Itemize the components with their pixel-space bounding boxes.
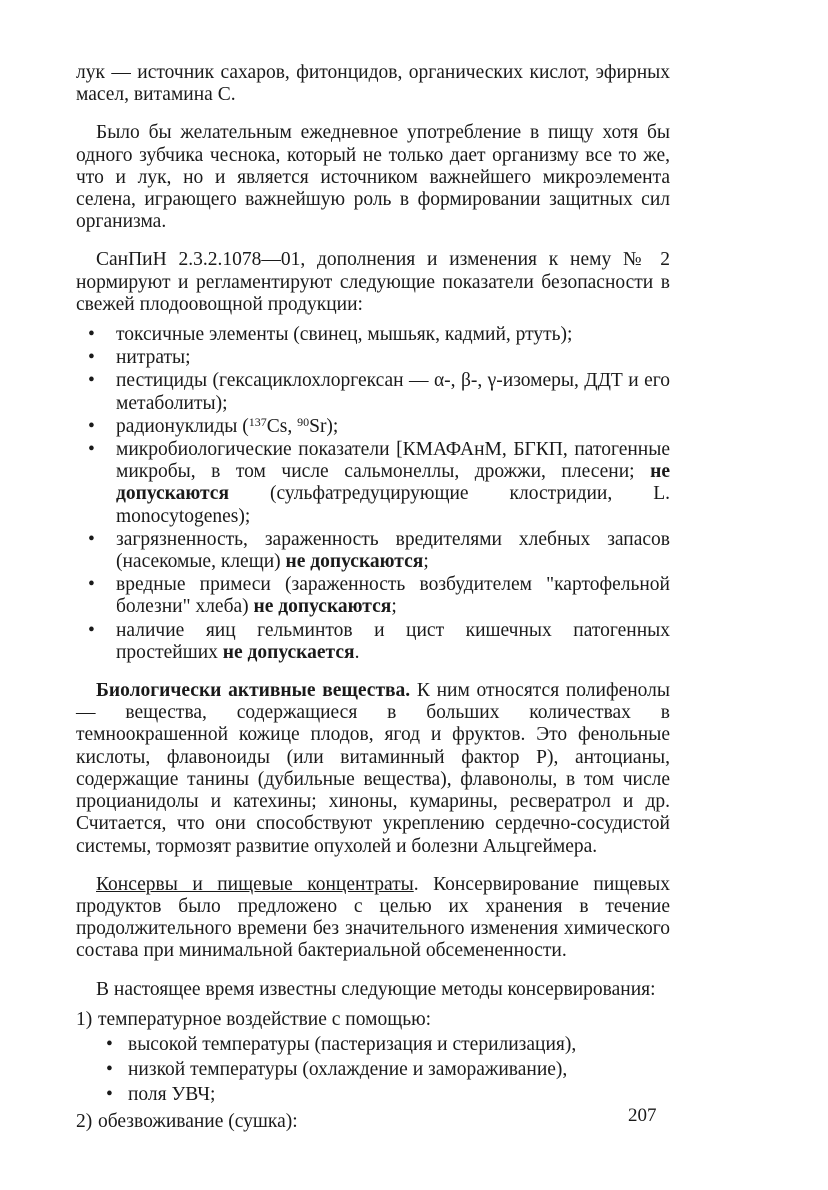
- list-number: 1): [76, 1008, 93, 1030]
- list-item-text: ;: [391, 596, 397, 618]
- paragraph-methods-intro: В настоящее время известны следующие методы консервирования:: [96, 978, 656, 1000]
- list-item-text: наличие яиц гельминтов и цист кишечных патогенных простейших: [116, 619, 670, 663]
- method-item-temperature: [76, 1009, 670, 1107]
- bold-text: не допускаются: [116, 461, 670, 505]
- bold-text: не допускаются: [285, 551, 424, 573]
- list-item-text: микробиологические показатели [КМАФАнМ, БГКП, патогенные микробы, в том числе сальмонеллы, дрожжи, плесени;: [116, 439, 670, 483]
- list-item-text: пестициды (гексациклохлоргексан — α-, β-, γ-изомеры, ДДТ и его метаболиты);: [116, 370, 670, 414]
- list-item-text: температурное воздействие с помощью:: [98, 1008, 432, 1030]
- paragraph-bioactive: [76, 680, 670, 858]
- list-item-text: (сульфатредуцирующие клостридии, L. monocytogenes);: [116, 483, 670, 527]
- superscript: 90: [297, 414, 310, 429]
- paragraph-text: К ним относятся полифенолы — вещества, содержащиеся в больших количествах в темноокрашенной кожице плодов, ягод и фруктов. Это фенольные кислоты, флавоноиды (или витаминный фактор Р), антоцианы, содержащие танины (дубильные вещества), флавонолы, в том числе процианидолы и катехины; хиноны, кумарины, ресвератрол и др. Считается, что они способствуют укреплению сердечно-сосудистой системы, тормозят развитие опухолей и болезни Альцгеймера.: [76, 680, 671, 857]
- list-item-harmful-impurities: [76, 574, 670, 618]
- list-item-helminths: [76, 620, 670, 664]
- paragraph-garlic: Было бы желательным ежедневное употребление в пищу хотя бы одного зубчика чеснока, который не только дает организму все то же, что и лук, но и является источником важнейшего микроэлемента селена, играющего важнейшую роль в формировании защитных сил организма.: [76, 122, 670, 233]
- paragraph-canned: [76, 874, 670, 963]
- paragraph-text: . Консервирование пищевых продуктов было предложено с целью их хранения в течение продолжительного времени без значительного изменения химического состава при минимальной бактериальной обсемененности.: [76, 873, 670, 962]
- preservation-methods-list: [76, 1009, 670, 1133]
- method-item-dehydration: [76, 1111, 670, 1133]
- list-item-toxic-elements: [76, 324, 670, 346]
- section-heading: Биологически активные вещества.: [96, 680, 411, 702]
- list-item-text: Sr);: [309, 415, 339, 437]
- list-item-microbiology: [76, 439, 670, 528]
- bold-text: не допускается: [222, 641, 355, 663]
- list-item-text: нитраты;: [116, 347, 191, 369]
- list-item-pests: [76, 529, 670, 573]
- safety-indicators-list: [76, 324, 670, 664]
- list-item-pesticides: [76, 370, 670, 414]
- temperature-sub-list: [76, 1034, 670, 1107]
- page-number: 207: [628, 1105, 657, 1126]
- sub-item-high-temperature: [76, 1034, 670, 1056]
- list-item-nitrates: [76, 347, 670, 369]
- paragraph-sanpin: СанПиН 2.3.2.1078—01, дополнения и изменения к нему № 2 нормируют и регламентируют следующие показатели безопасности в свежей плодоовощной продукции:: [76, 249, 670, 315]
- list-number: 2): [76, 1110, 93, 1132]
- list-item-text: ;: [423, 551, 429, 573]
- list-item-text: токсичные элементы (свинец, мышьяк, кадмий, ртуть);: [116, 324, 573, 346]
- list-item-text: .: [354, 641, 360, 663]
- sub-item-uhf-field: [76, 1084, 670, 1106]
- list-item-text: обезвоживание (сушка):: [98, 1110, 298, 1132]
- list-item-text: высокой температуры (пастеризация и стерилизация),: [128, 1033, 577, 1055]
- section-heading: Консервы и пищевые концентраты: [96, 873, 414, 895]
- list-item-text: вредные примеси (зараженность возбудителем "картофельной болезни" хлеба): [116, 574, 670, 618]
- list-item-text: Cs,: [266, 415, 298, 437]
- page-body: [76, 62, 670, 1133]
- sub-item-low-temperature: [76, 1059, 670, 1081]
- list-item-text: поля УВЧ;: [128, 1084, 216, 1106]
- list-item-text: радионуклиды (: [116, 415, 249, 437]
- paragraph-onion: лук — источник сахаров, фитонцидов, органических кислот, эфирных масел, витамина С.: [76, 62, 670, 106]
- list-item-text: загрязненность, зараженность вредителями хлебных запасов (насекомые, клещи): [116, 528, 670, 573]
- list-item-text: низкой температуры (охлаждение и замораживание),: [128, 1059, 568, 1081]
- bold-text: не допускаются: [253, 596, 392, 618]
- list-item-radionuclides: [76, 416, 670, 438]
- superscript: 137: [248, 414, 267, 429]
